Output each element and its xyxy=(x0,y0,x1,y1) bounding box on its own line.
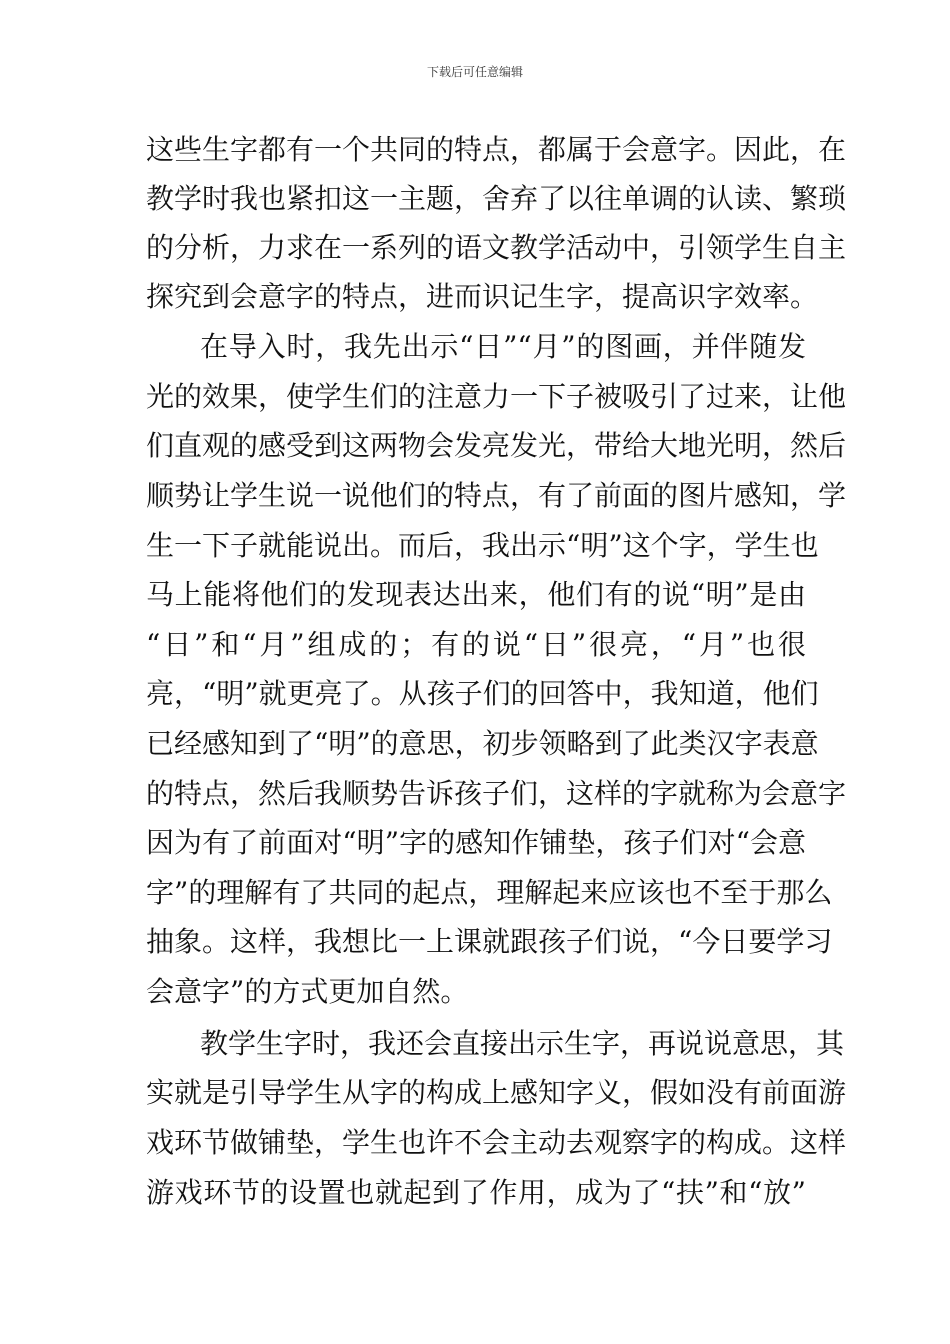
text-line: 亮，“明”就更亮了。从孩子们的回答中，我知道，他们 xyxy=(146,677,819,710)
text-line: 实就是引导学生从字的构成上感知字义，假如没有前面游 xyxy=(146,1076,847,1109)
text-line: 这些生字都有一个共同的特点，都属于会意字。因此，在 xyxy=(146,133,847,166)
text-line: 抽象。这样，我想比一上课就跟孩子们说，“今日要学习 xyxy=(146,925,833,958)
text-line: 顺势让学生说一说他们的特点，有了前面的图片感知，学 xyxy=(146,479,847,512)
text-line: 生一下子就能说出。而后，我出示“明”这个字，学生也 xyxy=(146,529,819,562)
text-line: 的分析，力求在一系列的语文教学活动中，引领学生自主 xyxy=(146,231,847,264)
text-line: 戏环节做铺垫，学生也许不会主动去观察字的构成。这样 xyxy=(146,1126,847,1159)
text-line: 教学时我也紧扣这一主题，舍弃了以往单调的认读、繁琐 xyxy=(146,182,847,215)
text-line: 马上能将他们的发现表达出来，他们有的说“明”是由 xyxy=(146,578,806,611)
page-header: 下载后可任意编辑 xyxy=(426,65,523,79)
text-line: 会意字”的方式更加自然。 xyxy=(146,975,469,1008)
text-line: “日”和“月”组成的；有的说“日”很亮，“月”也很 xyxy=(146,628,806,661)
paragraph-first-line: 在导入时，我先出示“日”“月”的图画，并伴随发 xyxy=(200,330,806,363)
text-line: 的特点，然后我顺势告诉孩子们，这样的字就称为会意字 xyxy=(146,777,847,810)
paragraph-first-line: 教学生字时，我还会直接出示生字，再说说意思，其 xyxy=(200,1027,845,1060)
text-line: 们直观的感受到这两物会发亮发光，带给大地光明，然后 xyxy=(146,429,847,462)
text-line: 已经感知到了“明”的意思，初步领略到了此类汉字表意 xyxy=(146,727,819,760)
text-line: 因为有了前面对“明”字的感知作铺垫，孩子们对“会意 xyxy=(146,826,806,859)
text-line: 字”的理解有了共同的起点，理解起来应该也不至于那么 xyxy=(146,876,833,909)
text-line: 探究到会意字的特点，进而识记生字，提高识字效率。 xyxy=(146,280,819,313)
text-line: 光的效果，使学生们的注意力一下子被吸引了过来，让他 xyxy=(146,380,847,413)
text-line: 游戏环节的设置也就起到了作用，成为了“扶”和“放” xyxy=(146,1176,806,1209)
